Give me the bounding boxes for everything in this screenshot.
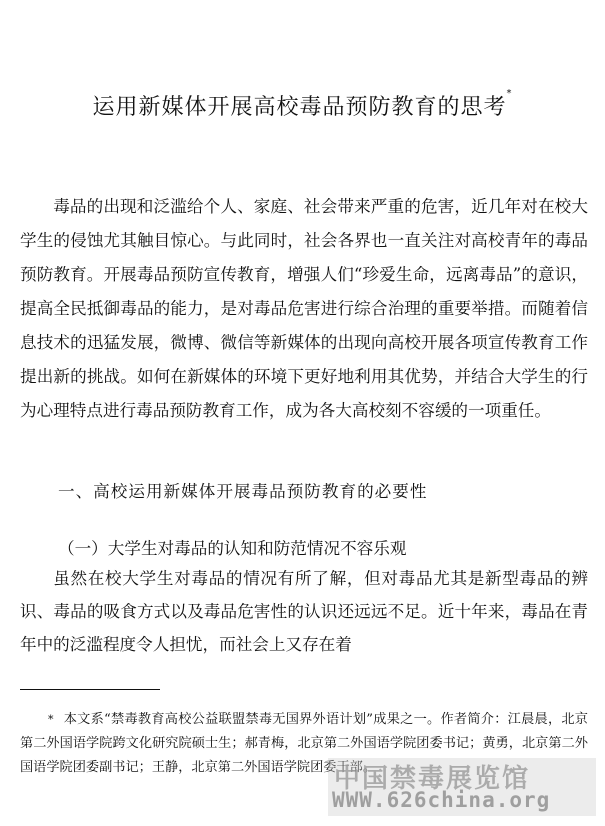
section-paragraph: 虽然在校大学生对毒品的情况有所了解，但对毒品尤其是新型毒品的辨识、毒品的吸食方式以及毒品危害性的认识还远远不足。近十年来，毒品在青年中的泛滥程度令人担忧，而社会上又存在着 (20, 569, 588, 654)
subsection-heading: （一）大学生对毒品的认知和防范情况不容乐观 (58, 539, 407, 558)
footnote-divider (20, 689, 160, 690)
section-body (20, 562, 588, 661)
footnote-text: 本文系“禁毒教育高校公益联盟禁毒无国界外语计划”成果之一。作者简介：江晨晨，北京第二外国语学院跨文化研究院硕士生；郝青梅，北京第二外国语学院团委书记；黄勇，北京第二外国语学院团委副书记；王静，北京第二外国语学院团委干部。 (20, 712, 588, 775)
paper-title-text: 运用新媒体开展高校毒品预防教育的思考 (92, 95, 507, 120)
watermark-url: WWW.626china.org (332, 788, 551, 812)
watermark-text: 中国禁毒展览馆 (334, 764, 531, 794)
intro-section (20, 190, 588, 428)
title-footnote-mark: * (506, 88, 513, 99)
watermark (328, 758, 596, 816)
footnote-mark: * (48, 713, 54, 726)
paper-title (0, 90, 605, 121)
section-heading: 一、高校运用新媒体开展毒品预防教育的必要性 (58, 482, 428, 501)
intro-paragraph: 毒品的出现和泛滥给个人、家庭、社会带来严重的危害，近几年对在校大学生的侵蚀尤其触目惊心。与此同时，社会各界也一直关注对高校青年的毒品预防教育。开展毒品预防宣传教育，增强人们“珍爱生命，远离毒品”的意识，提高全民抵御毒品的能力，是对毒品危害进行综合治理的重要举措。而随着信息技术的迅猛发展，微博、微信等新媒体的出现向高校开展各项宣传教育工作提出新的挑战。如何在新媒体的环境下更好地利用其优势，并结合大学生的行为心理特点进行毒品预防教育工作，成为各大高校刻不容缓的一项重任。 (20, 197, 588, 420)
